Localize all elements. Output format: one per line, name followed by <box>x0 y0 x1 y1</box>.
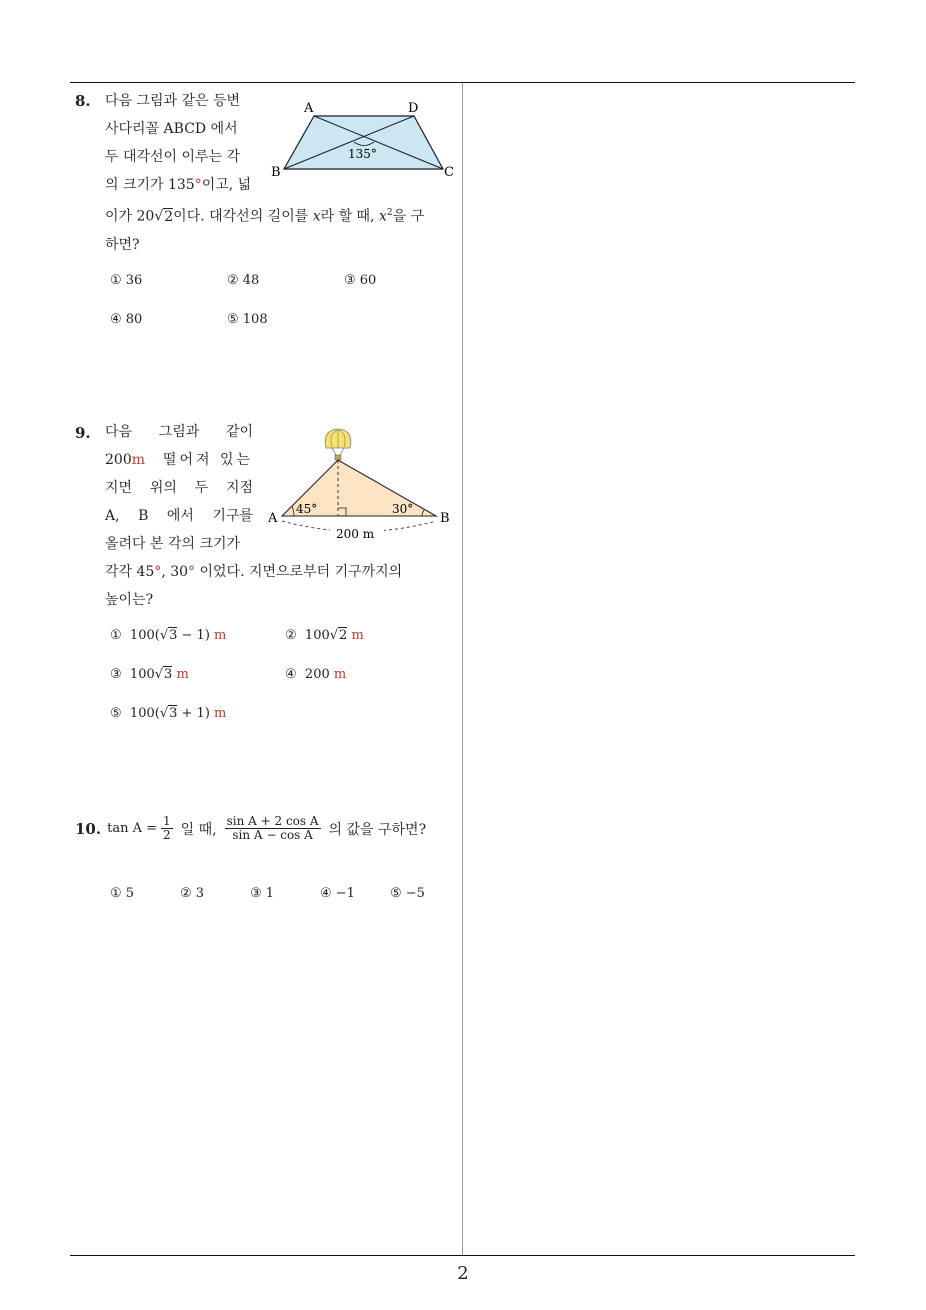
q9-option-3[interactable]: ③ 100√3 m <box>110 667 189 682</box>
q9-line: 높이는? <box>105 592 154 608</box>
q8-line: 이가 20√2이다. 대각선의 길이를 x라 할 때, $x^2$을 구 <box>105 208 425 225</box>
base-label: 200 m <box>336 527 375 541</box>
q9-line: 올려다 본 각의 크기가 <box>105 536 241 552</box>
angle-a-label: 45° <box>296 502 318 516</box>
q8-line: 하면? <box>105 236 140 253</box>
q10-stem <box>75 815 426 842</box>
column-divider <box>462 83 463 1256</box>
q10-option-2[interactable]: ② 3 <box>180 886 205 901</box>
q8-trapezoid-figure <box>268 96 463 182</box>
q8-option-1[interactable]: ① 36 <box>110 273 143 288</box>
balloon-icon <box>325 429 351 460</box>
q9-option-4[interactable]: ④ 200 m <box>285 667 347 682</box>
q8-option-5[interactable]: ⑤ 108 <box>227 312 268 327</box>
q9-line: 지면 위의 두 지점 <box>105 480 253 496</box>
q10-option-3[interactable]: ③ 1 <box>250 886 275 901</box>
label-b: B <box>440 511 450 526</box>
label-a: A <box>304 101 314 116</box>
q9-option-1[interactable]: ① 100(√3 − 1) m <box>110 628 227 643</box>
q8-option-3[interactable]: ③ 60 <box>344 273 377 288</box>
q10-tail: 의 값을 구하면? <box>328 821 427 838</box>
angle-b-label: 30° <box>392 502 414 516</box>
q8-option-4[interactable]: ④ 80 <box>110 312 143 327</box>
q10-mid: 일 때, <box>180 821 217 838</box>
label-b: B <box>271 165 281 180</box>
page-number: 2 <box>457 1263 469 1284</box>
q9-number: 9. <box>75 424 91 442</box>
q9-line: 다음 그림과 같이 <box>105 424 253 440</box>
q9-option-5[interactable]: ⑤ 100(√3 + 1) m <box>110 706 227 721</box>
q8-line: 두 대각선이 이루는 각 <box>105 149 241 165</box>
q9-line: A, B 에서 기구를 <box>105 508 253 524</box>
trapezoid-shape <box>284 116 443 169</box>
q10-tan: tan A = <box>107 821 158 837</box>
q8-option-2[interactable]: ② 48 <box>227 273 260 288</box>
q9-line: 각각 45°, 30° 이었다. 지면으로부터 기구까지의 <box>105 564 403 580</box>
q10-option-1[interactable]: ① 5 <box>110 886 135 901</box>
q10-number: 10. <box>75 819 102 838</box>
q10-option-5[interactable]: ⑤ −5 <box>390 886 425 901</box>
q9-option-2[interactable]: ② 100√2 m <box>285 628 364 643</box>
footer-rule <box>70 1255 855 1256</box>
q10-option-4[interactable]: ④ −1 <box>320 886 355 901</box>
q8-line: 다음 그림과 같은 등변 <box>105 93 241 109</box>
q10-expression: $\frac{\text{sin A + 2 cos A}}{\text{sin A − cos A}}$ <box>226 814 319 843</box>
label-d: D <box>408 101 419 116</box>
q8-line: 사다리꼴 ABCD 에서 <box>105 121 238 137</box>
angle-label: 135° <box>348 147 377 161</box>
q9-line: 200m 떨어져 있는 <box>105 452 253 468</box>
q10-half-fraction: $\frac{1}{2}$ <box>163 814 171 843</box>
q8-line: 의 크기가 135°이고, 넓 <box>105 177 252 193</box>
q9-balloon-figure <box>262 424 462 546</box>
label-c: C <box>444 165 454 180</box>
label-a: A <box>268 511 278 526</box>
q8-number: 8. <box>75 92 91 110</box>
